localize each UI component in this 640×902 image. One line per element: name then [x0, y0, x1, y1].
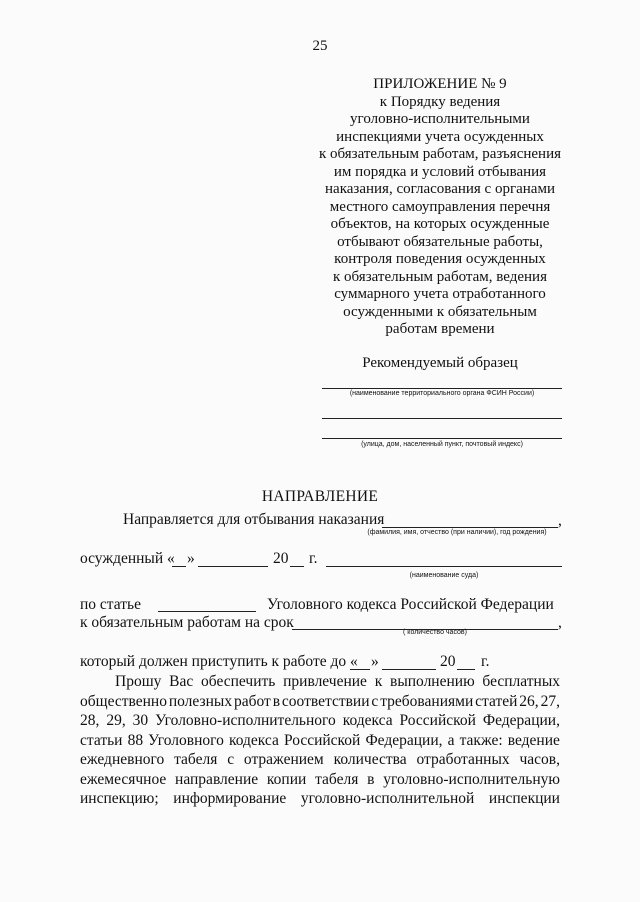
appendix-line: инспекциями учета осужденных: [336, 128, 544, 145]
paragraph-line: [80, 731, 560, 751]
organ-name-caption: (наименование территориального органа ФСИН России): [349, 390, 535, 397]
paragraph-line: [80, 711, 560, 731]
appendix-line: объектов, на которых осужденные: [330, 216, 550, 232]
article-label: по статье: [80, 596, 141, 613]
quote-close: »: [371, 653, 379, 670]
word: Уголовного: [148, 731, 224, 749]
word: Вас: [169, 673, 194, 690]
word: обеспечить: [201, 673, 276, 690]
word: информирование: [173, 790, 287, 807]
appendix-line: местного самоуправления перечня: [329, 198, 551, 215]
appendix-line: осужденными к обязательным: [343, 303, 537, 320]
term-label: к обязательным работам на срок: [80, 614, 294, 631]
month-blank: [198, 566, 268, 567]
word: инспекцию;: [80, 790, 159, 807]
word: с: [371, 692, 379, 710]
start-work-label: который должен приступить к работе до «: [80, 653, 358, 670]
word: кодекса: [342, 712, 393, 729]
word: уголовно-исполнительную: [383, 770, 560, 788]
sample-label: Рекомендуемый образец: [362, 355, 518, 371]
word: отражением: [243, 751, 324, 768]
fio-caption: (фамилия, имя, отчество (при наличии), год рождения): [367, 529, 547, 536]
appendix-block: [300, 76, 580, 339]
word: ведение: [507, 731, 560, 749]
appendix-line: отбывают обязательные работы,: [337, 233, 543, 250]
year-suffix: г.: [481, 653, 490, 670]
word: 29,: [106, 712, 126, 729]
appendix-line: к обязательным работам, разъяснения: [318, 146, 562, 162]
word: общественно: [80, 692, 167, 710]
word: статей: [475, 692, 518, 710]
word: выполнению: [390, 673, 475, 690]
word: уголовно-исполнительной: [300, 790, 475, 807]
word: 30: [132, 712, 149, 729]
word: в: [367, 770, 375, 788]
word: 26,: [519, 692, 539, 710]
word: Уголовно-исполнительного: [155, 712, 336, 729]
word: соответствии: [281, 692, 370, 710]
word: требованиями: [380, 692, 474, 710]
year-prefix: 20: [273, 550, 289, 567]
fio-blank: [382, 527, 558, 528]
address-line: [322, 438, 562, 439]
year-blank: [290, 566, 304, 567]
word: направление: [175, 770, 259, 788]
criminal-code-text: Уголовного кодекса Российской Федерации: [267, 596, 554, 613]
word: Федерации,: [482, 712, 560, 729]
start-day-blank: [350, 669, 370, 670]
hours-caption: ( количество часов): [403, 629, 467, 636]
form-line1-text: Направляется для отбывания наказания: [123, 511, 385, 528]
start-month-blank: [382, 669, 436, 670]
word: также:: [459, 731, 503, 749]
appendix-line: к Порядку ведения: [379, 93, 501, 110]
appendix-line: наказания, согласования с органами: [325, 181, 555, 197]
court-blank: [326, 566, 562, 567]
word: 88: [127, 731, 144, 749]
word: Прошу: [115, 673, 162, 690]
appendix-line: к обязательным работам, ведения: [333, 268, 547, 285]
word: копии: [266, 770, 307, 788]
paragraph-line: [80, 789, 560, 809]
appendix-line: работам времени: [385, 321, 495, 337]
paragraph-line: [80, 692, 560, 712]
word: табеля: [315, 770, 359, 788]
word: в: [272, 692, 281, 710]
word: Российской: [283, 731, 361, 749]
word: с: [227, 751, 235, 768]
word: Российской: [399, 712, 476, 729]
word: Федерации,: [365, 731, 443, 749]
blank-line: [322, 418, 562, 419]
word: статьи: [80, 731, 123, 749]
court-caption: (наименование суда): [409, 572, 479, 579]
paragraph-line: [80, 672, 560, 692]
address-caption: (улица, дом, населенный пункт, почтовый индекс): [361, 441, 523, 448]
appendix-line: им порядка и условий отбывания: [333, 163, 547, 180]
word: кодекса: [228, 731, 279, 749]
year-suffix: г.: [309, 550, 318, 567]
article-blank: [158, 611, 256, 612]
word: работ: [233, 692, 271, 710]
document-title: НАПРАВЛЕНИЕ: [261, 488, 379, 505]
word: а: [447, 731, 455, 749]
word: количества: [333, 751, 407, 768]
word: полезных: [168, 692, 233, 710]
word: 28,: [80, 712, 100, 729]
day-blank: [172, 566, 186, 567]
page-number: 25: [312, 38, 328, 54]
appendix-line: ПРИЛОЖЕНИЕ № 9: [373, 76, 507, 92]
word: ежедневного: [80, 751, 165, 768]
appendix-line: контроля поведения осужденных: [334, 251, 546, 267]
word: к: [374, 673, 383, 690]
convict-label: осужденный «: [80, 550, 175, 567]
appendix-line: суммарного учета отработанного: [334, 286, 546, 302]
comma: ,: [558, 614, 562, 631]
year-prefix: 20: [440, 653, 456, 670]
paragraph-line: [80, 770, 560, 790]
quote-close: »: [187, 550, 195, 567]
word: табеля: [174, 751, 218, 768]
word: часов,: [519, 751, 560, 768]
word: 27,: [540, 692, 560, 710]
organ-name-line: [322, 388, 562, 389]
appendix-line: уголовно-исполнительными: [350, 111, 530, 127]
word: инспекции: [488, 790, 560, 807]
paragraph-line: [80, 750, 560, 770]
request-paragraph: [80, 672, 560, 809]
word: бесплатных: [482, 673, 560, 690]
word: ежемесячное: [80, 770, 167, 788]
comma: ,: [558, 512, 562, 529]
word: отработанных: [416, 751, 510, 768]
word: привлечение: [283, 673, 367, 690]
start-year-blank: [457, 669, 475, 670]
